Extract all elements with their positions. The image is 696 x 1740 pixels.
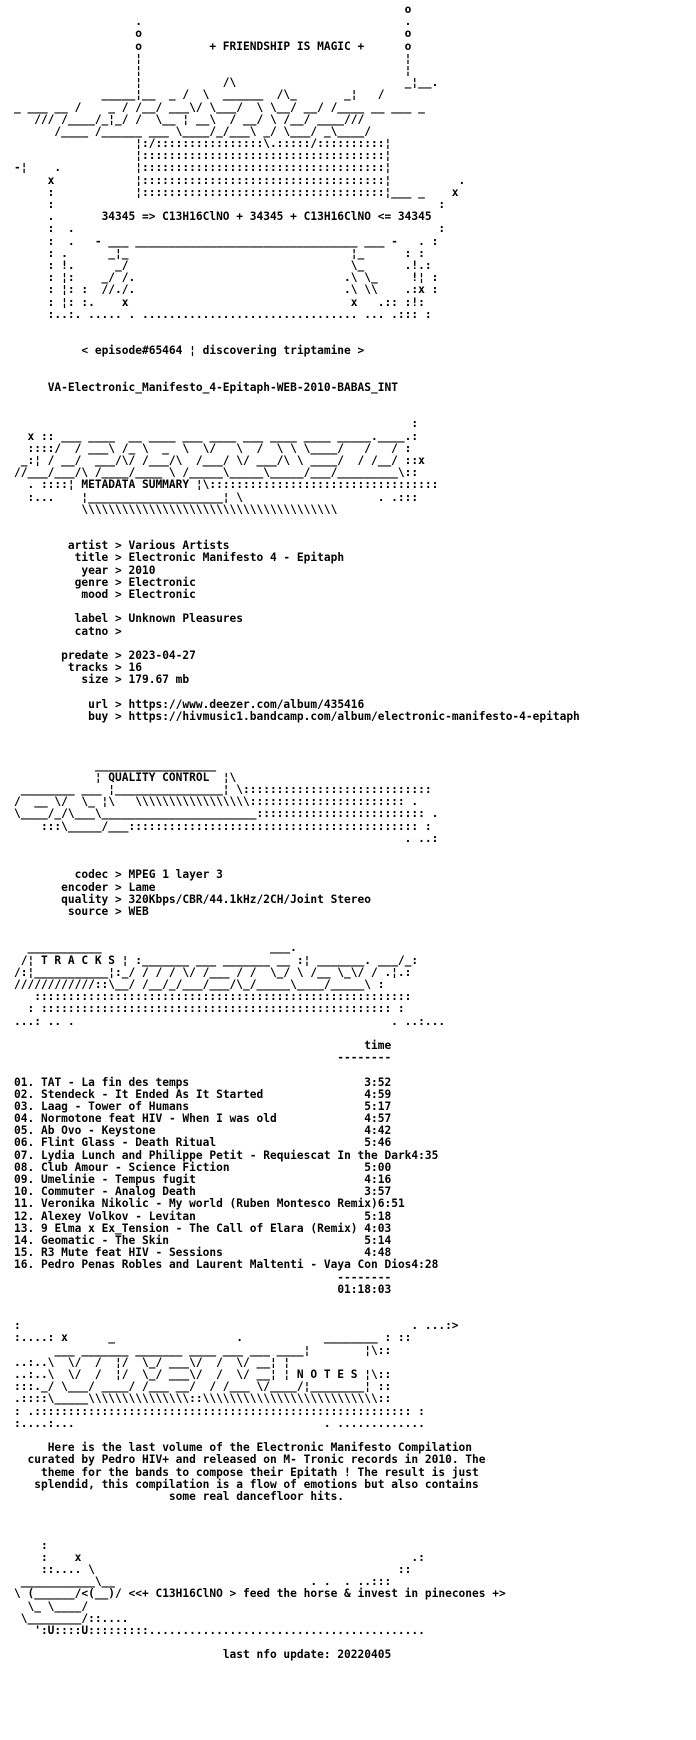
ascii-art-quality: / __ \/ \_ ¦\ \\\\\\\\\\\\\\\\\::::::::::::::::::::::: .	[14, 795, 419, 809]
track-number: 01.	[14, 1075, 35, 1089]
episode-text-line	[14, 345, 696, 357]
ascii-art-notes: : . ...:>	[14, 1319, 459, 1333]
meta-artist-value: Various Artists	[128, 539, 230, 553]
ascii-art-quality: \____/_/\___\_______________________::::::::::::::::::::::::: .	[14, 807, 439, 821]
ascii-art-notes: :....: x _ . ________ : ::	[14, 1331, 412, 1345]
meta-mood-value: Electronic	[128, 588, 196, 601]
track-time: 4:35	[411, 1148, 439, 1162]
time-column-header: time	[364, 1038, 392, 1052]
last-update: last nfo update: 20220405	[222, 1648, 392, 1662]
ascii-art-quality: :::\_____/___::::::::::::::::::::::::::::::::::::::::::: :	[14, 819, 432, 833]
ascii-art-metadata: \\\\\\\\\\\\\\\\\\\\\\\\\\\\\\\\\\\\\\	[14, 502, 338, 516]
ascii-art-notes: ___ _______ _______ ____ ___ ___ ____¦ ¦\::	[14, 1343, 392, 1357]
ascii-art-top: : . - ___ _________________________________ ___ - . :	[14, 234, 439, 248]
meta-title-value: Electronic Manifesto 4 - Epitaph	[128, 551, 345, 565]
track-time: 5:18	[364, 1209, 392, 1223]
ascii-art-tracks: : :::::::::::::::::::::::::::::::::::::::::::::::::::: :	[14, 1002, 405, 1016]
ascii-art-footer: ::.... \ ::	[14, 1563, 412, 1576]
track-number: 13.	[14, 1221, 35, 1235]
track-time: 4:28	[411, 1258, 439, 1272]
meta-artist-value-line: artist > Various Artists	[14, 539, 230, 553]
quality-codec-value-line: codec > MPEG 1 layer 3	[14, 868, 223, 882]
blank-line	[14, 723, 696, 735]
track-title: Flint Glass - Death Ritual	[40, 1136, 217, 1150]
ascii-art-footer: ':U::::U:::::::::.........................................	[14, 1623, 425, 1637]
ascii-art-tracks: ___________ ___.	[14, 941, 297, 955]
track-number: 06.	[14, 1136, 35, 1150]
ascii-art-top: ¦ ¦	[14, 63, 412, 77]
meta-mood-value-line: mood > Electronic	[14, 588, 196, 601]
ascii-art-top: ¦ ¦	[14, 51, 412, 65]
blank-line	[14, 735, 696, 747]
metadata-section-title-line: . ::::¦ METADATA SUMMARY ¦\::::::::::::::::::::::::::::::::::	[14, 478, 439, 492]
total-time-line	[14, 1284, 696, 1296]
ascii-art-top: : ¦::::::::::::::::::::::::::::::::::::¦___ _ x	[14, 185, 459, 199]
meta-predate-value: 2023-04-27	[128, 648, 196, 662]
blank-line	[14, 1503, 696, 1515]
track-row	[14, 1259, 696, 1271]
notes-text: theme for the bands to compose their Epitath ! The result is just	[40, 1465, 479, 1479]
meta-year-value-line: year > 2010	[14, 563, 156, 577]
quality-section-title: QUALITY CONTROL	[108, 770, 210, 784]
track-time: 4:16	[364, 1173, 392, 1186]
meta-size-value-line: size > 179.67 mb	[14, 673, 190, 687]
ascii-art-footer: :	[14, 1538, 48, 1552]
ascii-art-tracks: ////////////::\__/ /__/_/___/___/\_/_____\____/_____\ :	[14, 978, 385, 991]
track-title: Umelinie - Tempus fugit	[40, 1173, 196, 1186]
quality-quality-value-line: quality > 320Kbps/CBR/44.1kHz/2CH/Joint Stereo	[14, 892, 371, 906]
track-number: 16.	[14, 1258, 35, 1272]
track-number: 07.	[14, 1148, 35, 1162]
meta-tracks-value-line: tracks > 16	[14, 661, 142, 675]
metadata-section-title: METADATA SUMMARY	[81, 478, 190, 492]
track-title: Club Amour - Science Fiction	[40, 1160, 230, 1174]
meta-genre-value: Electronic	[128, 575, 196, 589]
track-number: 12.	[14, 1209, 35, 1223]
track-number: 03.	[14, 1099, 35, 1113]
formula-text: 34345 => C13H16ClNO + 34345 + C13H16ClNO <= 34345	[101, 210, 432, 224]
blank-line	[14, 845, 696, 857]
ascii-art-quality: ________ ___ ¦________________¦ \::::::::::::::::::::::::::::	[14, 783, 432, 796]
ascii-art-quality: . ..:	[14, 831, 439, 845]
ascii-art-rule: --------	[14, 1051, 392, 1065]
blank-line	[14, 357, 696, 369]
ascii-art-tracks: ...: .. . . ..:...	[14, 1014, 446, 1028]
track-time: 3:52	[364, 1075, 392, 1089]
track-time: 5:00	[364, 1160, 392, 1174]
blank-line	[14, 1527, 696, 1539]
ascii-art-top: : . _¦_ ¦_ : :	[14, 246, 425, 260]
footer-tagline-line: \ (______/<(__)/ <<+ C13H16ClNO > feed the horse & invest in pinecones +>	[14, 1587, 506, 1601]
track-title: Laag - Tower of Humans	[40, 1099, 190, 1113]
meta-size-value: 179.67 mb	[128, 673, 190, 687]
quality-source-value-line: source > WEB	[14, 904, 149, 918]
track-time: 4:42	[364, 1124, 392, 1138]
episode-text: < episode#65464 ¦ discovering triptamine >	[81, 344, 365, 358]
ascii-art-tracks: /:¦___________¦:_/ / / / \/ /___ / / \_/ \ /__ \_\/ / .¦.:	[14, 965, 412, 979]
ascii-art-top: ¦::::::::::::::::::::::::::::::::::::¦	[14, 149, 392, 163]
track-time: 4:48	[364, 1246, 392, 1260]
meta-year-value: 2010	[128, 563, 156, 577]
ascii-art-footer: ___________\__ . . . ..:::	[14, 1575, 392, 1589]
blank-line	[14, 918, 696, 930]
ascii-art-notes: ..:..\ \/ / ¦/ \_/ ___\/ / \/ __¦ ¦	[14, 1355, 297, 1369]
blank-line	[14, 1515, 696, 1527]
blank-line	[14, 747, 696, 759]
meta-buy-value[interactable]: https://hivmusic1.bandcamp.com/album/electronic-manifesto-4-epitaph	[128, 709, 580, 723]
track-title: 9 Elma x Ex_Tension - The Call of Elara (Remix)	[40, 1221, 358, 1235]
meta-tracks-value: 16	[128, 661, 142, 675]
track-number: 02.	[14, 1087, 35, 1101]
ascii-art-rule: --------	[14, 1270, 392, 1284]
blank-line	[14, 321, 696, 333]
ascii-art-notes: :....:... . .............	[14, 1416, 425, 1430]
last-update-line	[14, 1649, 696, 1661]
ascii-art-top: _ ___ __ / _ / /__/ ___\/ \___/ \ \__/ __/ /____ __ ___ _	[14, 100, 425, 114]
meta-url-value[interactable]: https://www.deezer.com/album/435416	[128, 697, 365, 711]
ascii-art-top: :..:. ..... . ................................ ... .::: :	[14, 307, 432, 321]
formula-text-line: . 34345 => C13H16ClNO + 34345 + C13H16ClNO <= 34345	[14, 210, 432, 224]
track-number: 04.	[14, 1112, 35, 1126]
track-title: Veronika Nikolic - My world (Ruben Montesco Remix)	[40, 1197, 378, 1211]
total-time: 01:18:03	[337, 1282, 392, 1296]
track-title: R3 Mute feat HIV - Sessions	[40, 1246, 223, 1260]
track-title: Normotone feat HIV - When I was old	[40, 1112, 277, 1126]
track-time: 5:17	[364, 1099, 392, 1113]
quality-encoder-value: Lame	[128, 880, 156, 894]
track-number: 15.	[14, 1246, 35, 1260]
ascii-art-metadata: x :: ___ ____ __ ____ ___ ____ ___ ____ ____ _____.____.:	[14, 429, 419, 443]
ascii-art-top: : :	[14, 198, 446, 211]
ascii-art-quality: __________________	[14, 758, 217, 772]
quality-encoder-value-line: encoder > Lame	[14, 880, 156, 894]
track-title: Lydia Lunch and Philippe Petit - Requiescat In the Dark	[40, 1148, 412, 1162]
track-title: Alexey Volkov - Levitan	[40, 1209, 196, 1223]
track-title: Ab Ovo - Keystone	[40, 1124, 156, 1138]
track-title: Commuter - Analog Death	[40, 1185, 196, 1199]
ascii-art-top: /____ /______ ___ \____/_/___\ _/ \___/ _\____/	[14, 124, 371, 138]
banner-text-line: o + FRIENDSHIP IS MAGIC + o	[14, 39, 412, 53]
track-time: 3:57	[364, 1185, 392, 1199]
track-time: 4:03	[364, 1221, 392, 1235]
blank-line	[14, 516, 696, 528]
notes-section-title: N O T E S	[296, 1368, 358, 1381]
ascii-art-top: : ¦: : //./. .\ \\ .:x :	[14, 283, 439, 297]
ascii-art-notes: .::::\_____\\\\\\\\\\\\\\\::\\\\\\\\\\\\\\\\\\\\\\\\\\::	[14, 1392, 392, 1406]
ascii-art-footer: \_ \____/	[14, 1599, 95, 1613]
blank-line	[14, 1296, 696, 1308]
tracks-section-title-line: /¦ T R A C K S ¦ :_______ ___ _______ __ :¦ _______. ___/_:	[14, 953, 419, 967]
blank-line	[14, 394, 696, 406]
track-number: 08.	[14, 1160, 35, 1174]
ascii-art-top: /// /____/_¦_/ / \__ ¦ __\ / __/ \ /__/ ____///	[14, 112, 365, 126]
meta-buy-value-line: buy > https://hivmusic1.bandcamp.com/album/electronic-manifesto-4-epitaph	[14, 709, 580, 723]
ascii-art-metadata: :... ¦____________________¦ \ . .:::	[14, 490, 419, 504]
notes-text: splendid, this compilation is a flow of emotions but also contains	[34, 1477, 479, 1491]
ascii-art-footer: \________/::....	[14, 1611, 129, 1625]
quality-section-title-line: ¦ QUALITY CONTROL ¦\	[14, 770, 237, 784]
ascii-art-top: : ¦: _/ /. .\ \_ !¦ :	[14, 271, 439, 285]
track-number: 09.	[14, 1173, 35, 1186]
ascii-art-top: : ¦: :. x x .:: :!:	[14, 295, 425, 309]
track-number: 05.	[14, 1124, 35, 1138]
track-number: 14.	[14, 1233, 35, 1247]
track-title: Pedro Penas Robles and Laurent Maltenti - Vaya Con Dios	[40, 1258, 412, 1272]
meta-url-value-line: url > https://www.deezer.com/album/435416	[14, 697, 365, 711]
ascii-art-top: -¦ . ¦::::::::::::::::::::::::::::::::::::¦	[14, 161, 392, 175]
release-name-line	[14, 382, 696, 394]
ascii-art-top: : . :	[14, 222, 446, 236]
meta-label-value-line: label > Unknown Pleasures	[14, 612, 244, 626]
ascii-art-metadata: ::::/ / ___\ /_ \ _ \ \/ \ / \ \ \____/ / / :	[14, 441, 412, 455]
track-title: Stendeck - It Ended As It Started	[40, 1087, 264, 1101]
ascii-art-top: : !. _/ \_ .!.:	[14, 258, 432, 272]
track-time: 6:51	[377, 1197, 405, 1211]
ascii-art-top: o o	[14, 27, 412, 41]
notes-text-line	[14, 1491, 696, 1503]
ascii-art-top: x ¦::::::::::::::::::::::::::::::::::::¦ .	[14, 173, 466, 187]
track-title: TAT - La fin des temps	[40, 1075, 190, 1089]
ascii-art-notes: :::._/ \___/ ____/ /___ __/ / /___ \/____/¦________¦ ::	[14, 1380, 392, 1394]
meta-catno-value-line: catno >	[14, 624, 129, 638]
meta-title-value-line: title > Electronic Manifesto 4 - Epitaph	[14, 551, 345, 565]
ascii-art-metadata: :	[14, 417, 419, 431]
quality-quality-value: 320Kbps/CBR/44.1kHz/2CH/Joint Stereo	[128, 892, 371, 906]
track-title: Geomatic - The Skin	[40, 1233, 169, 1247]
ascii-art-footer: : x .:	[14, 1550, 425, 1564]
ascii-art-top: o	[14, 3, 412, 16]
meta-genre-value-line: genre > Electronic	[14, 575, 196, 589]
notes-text: Here is the last volume of the Electronic Manifesto Compilation	[47, 1441, 473, 1455]
track-number: 11.	[14, 1197, 35, 1211]
banner-text: + FRIENDSHIP IS MAGIC +	[209, 39, 365, 53]
track-number: 10.	[14, 1185, 35, 1199]
ascii-art-top: . .	[14, 15, 412, 29]
ascii-art-metadata: //___/___/\ /____/____ \ /_____\_____\_____/___/_________\::	[14, 466, 419, 480]
footer-tagline: <<+ C13H16ClNO > feed the horse & invest in pinecones +>	[128, 1587, 506, 1601]
ascii-art-metadata: _:¦ / __/ ___/\/ /___/\ /___/ \/ ___/\ \ ____/ / /__/ ::x	[14, 453, 425, 467]
notes-text: curated by Pedro HIV+ and released on M- Tronic records in 2010. The	[27, 1453, 486, 1467]
release-name: VA-Electronic_Manifesto_4-Epitaph-WEB-2010-BABAS_INT	[47, 380, 398, 394]
meta-predate-value-line: predate > 2023-04-27	[14, 648, 196, 662]
ascii-art-top: ¦:/::::::::::::::::\.:::::/::::::::::¦	[14, 137, 392, 151]
ascii-art-tracks: ::::::::::::::::::::::::::::::::::::::::::::::::::::::::	[14, 990, 412, 1004]
track-time: 4:57	[364, 1112, 392, 1126]
notes-text: some real dancefloor hits.	[168, 1489, 345, 1503]
track-time: 5:46	[364, 1136, 392, 1150]
track-time: 5:14	[364, 1233, 392, 1247]
ascii-art-top: _____¦__ _ / \ ______ /\_ _¦ /	[14, 88, 385, 102]
ascii-art-notes: : .:::::::::::::::::::::::::::::::::::::::::::::::::::::::: :	[14, 1404, 425, 1418]
track-time: 4:59	[364, 1087, 392, 1101]
quality-codec-value: MPEG 1 layer 3	[128, 868, 223, 882]
quality-source-value: WEB	[128, 904, 149, 918]
ascii-art-top: ¦ /\ _¦__.	[14, 76, 439, 90]
meta-label-value: Unknown Pleasures	[128, 612, 244, 626]
tracks-section-title: T R A C K S	[40, 953, 116, 967]
notes-section-title-line: ..:..\ \/ / ¦/ \_/ ___\/ / \/ __¦ ¦ N O T E S ¦\::	[14, 1368, 392, 1381]
